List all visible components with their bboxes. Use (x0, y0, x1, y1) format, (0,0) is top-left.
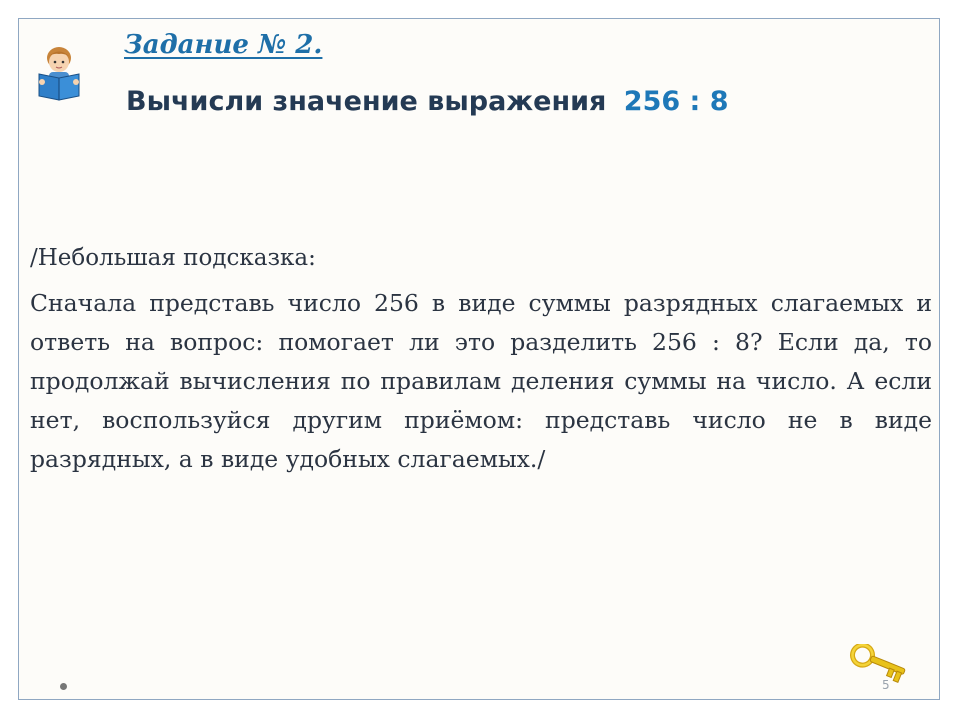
hint-text: Сначала представь число 256 в виде суммы разрядных слагаемых и ответь на вопрос: помогает ли это разделить 256 : 8? Если да, то продолжай вычисления по правилам деления суммы на число. А если нет, воспользуйся другим приёмом: представь число не в виде разрядных, а в виде удобных слагаемых./ (30, 289, 932, 473)
hint-title: /Небольшая подсказка: (30, 245, 316, 271)
nav-dot[interactable] (60, 683, 67, 690)
page-number: 5 (882, 678, 890, 692)
task-expression: 256 : 8 (623, 86, 729, 117)
reading-boy-icon (34, 44, 84, 102)
task-title: Задание № 2. (124, 30, 323, 60)
task-instruction-line (126, 86, 729, 117)
key-icon[interactable] (846, 644, 912, 686)
task-instruction: Вычисли значение выражения (126, 86, 607, 117)
